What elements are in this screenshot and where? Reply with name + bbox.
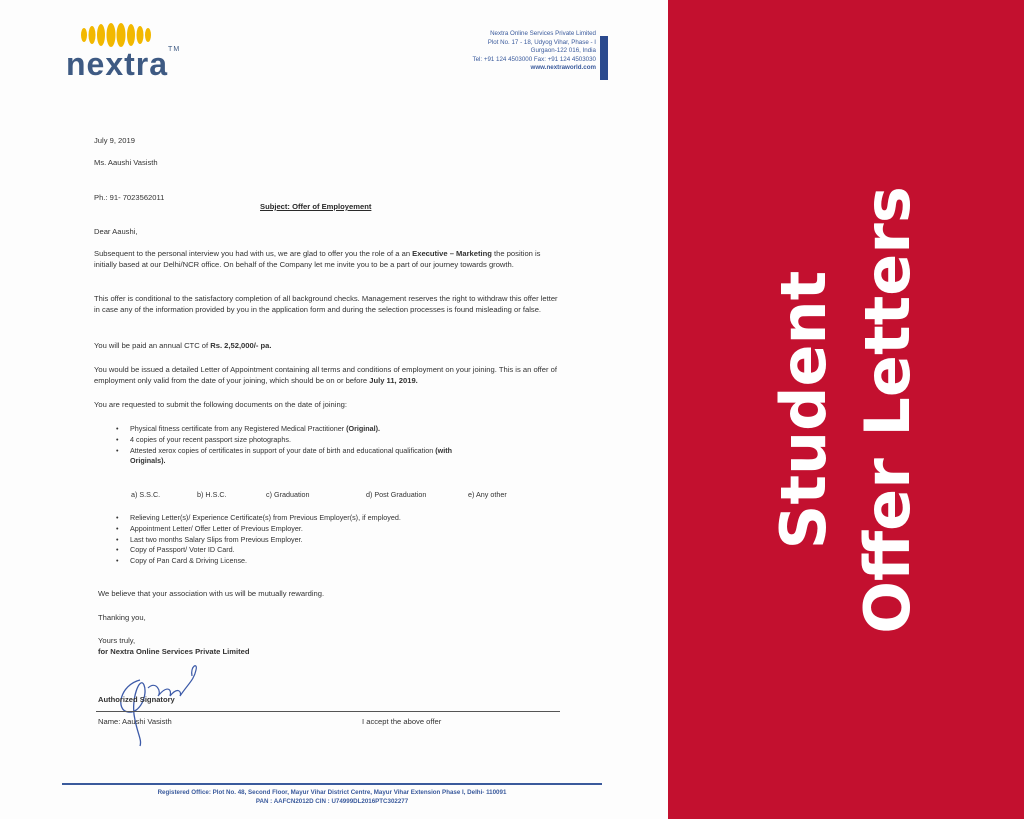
side-banner-title: [762, 186, 930, 634]
list-item: • Attested xerox copies of certificates in support of your date of birth and educational qualification (with Originals).: [116, 446, 456, 468]
paragraph-5: You are requested to submit the following documents on the date of joining:: [94, 400, 348, 409]
qualification-item: d) Post Graduation: [366, 490, 427, 499]
list-item: • Copy of Passport/ Voter ID Card.: [116, 545, 516, 556]
thanks: Thanking you,: [98, 613, 146, 622]
signature-divider: [96, 711, 560, 712]
logo-dots-icon: [76, 20, 156, 48]
paragraph-1: Subsequent to the personal interview you had with us, we are glad to offer you the role of a an Executive – Marketing the position is initially based at our Delhi/NCR office. On behalf of the Company let me invite you to be a part of our journey towards growth.: [94, 249, 541, 269]
qualification-item: c) Graduation: [266, 490, 310, 499]
qualification-item: e) Any other: [468, 490, 507, 499]
paragraph-4: You would be issued a detailed Letter of Appointment containing all terms and conditions of employment on your joining. This is an offer of employment only valid from the date of your joining, which should be on or before July 11, 2019.: [94, 365, 557, 385]
list-item: • Copy of Pan Card & Driving License.: [116, 556, 516, 567]
side-title-line2: Offer Letters: [851, 186, 924, 634]
authorized-signatory: Authorized Signatory: [98, 695, 175, 704]
address-line2: Gurgaon-122 016, India: [530, 47, 596, 55]
job-role: Executive – Marketing: [412, 249, 492, 258]
list-item: • Physical fitness certificate from any Registered Medical Practitioner (Original).: [116, 424, 456, 435]
company-name: Nextra Online Services Private Limited: [490, 30, 596, 37]
paragraph-2: This offer is conditional to the satisfactory completion of all background checks. Management reserves the right to withdraw this offer letter in case any of the information provided by you in the application form and during the selection processes is found misleading or false.: [94, 294, 558, 314]
paragraph-6: We believe that your association with us will be mutually rewarding.: [98, 589, 325, 598]
recipient-phone: Ph.: 91- 7023562011: [94, 193, 165, 202]
joining-date: July 11, 2019.: [369, 375, 418, 385]
salutation: Dear Aaushi,: [94, 227, 138, 236]
name-line: Name: Aaushi Vasisth: [98, 717, 172, 726]
list-item: • 4 copies of your recent passport size photographs.: [116, 435, 456, 446]
footer-divider: [62, 783, 602, 785]
company-address: [472, 30, 596, 73]
side-title-line1: Student: [767, 270, 840, 550]
recipient-name: Ms. Aaushi Vasisth: [94, 158, 158, 167]
accept-offer: I accept the above offer: [362, 717, 442, 726]
closing: Yours truly,: [98, 636, 136, 645]
list-item: • Appointment Letter/ Offer Letter of Previous Employer.: [116, 524, 516, 535]
qualification-item: b) H.S.C.: [197, 490, 227, 499]
qualification-item: a) S.S.C.: [131, 490, 161, 499]
documents-list-1: [116, 424, 456, 467]
list-item: • Relieving Letter(s)/ Experience Certificate(s) from Previous Employer(s), if employed.: [116, 513, 516, 524]
address-accent-bar: [600, 36, 608, 80]
paragraph-3: You will be paid an annual CTC of Rs. 2,52,000/- pa.: [94, 341, 272, 350]
list-item: • Last two months Salary Slips from Previous Employer.: [116, 535, 516, 546]
company-website: www.nextraworld.com: [530, 64, 596, 72]
address-line1: Plot No. 17 - 18, Udyog Vihar, Phase - I: [487, 38, 596, 46]
letter-subject: Subject: Offer of Employement: [260, 202, 372, 211]
footer-registered-office: Registered Office: Plot No. 48, Second Floor, Mayur Vihar District Centre, Mayur Vihar Extension Phase I, Delhi- 110091: [157, 789, 507, 796]
letter-date: July 9, 2019: [94, 136, 135, 145]
footer-pan-cin: PAN : AAFCN2012D CIN : U74999DL2016PTC302277: [255, 798, 409, 805]
for-company: for Nextra Online Services Private Limited: [98, 647, 250, 656]
documents-list-2: [116, 513, 516, 567]
side-banner: [668, 0, 1024, 819]
logo-wordmark: nextra™: [66, 46, 181, 82]
company-phone: Tel: +91 124 4503000 Fax: +91 124 4503030: [472, 55, 596, 63]
nextra-logo: [66, 20, 181, 82]
ctc-amount: Rs. 2,52,000/- pa.: [210, 341, 272, 350]
